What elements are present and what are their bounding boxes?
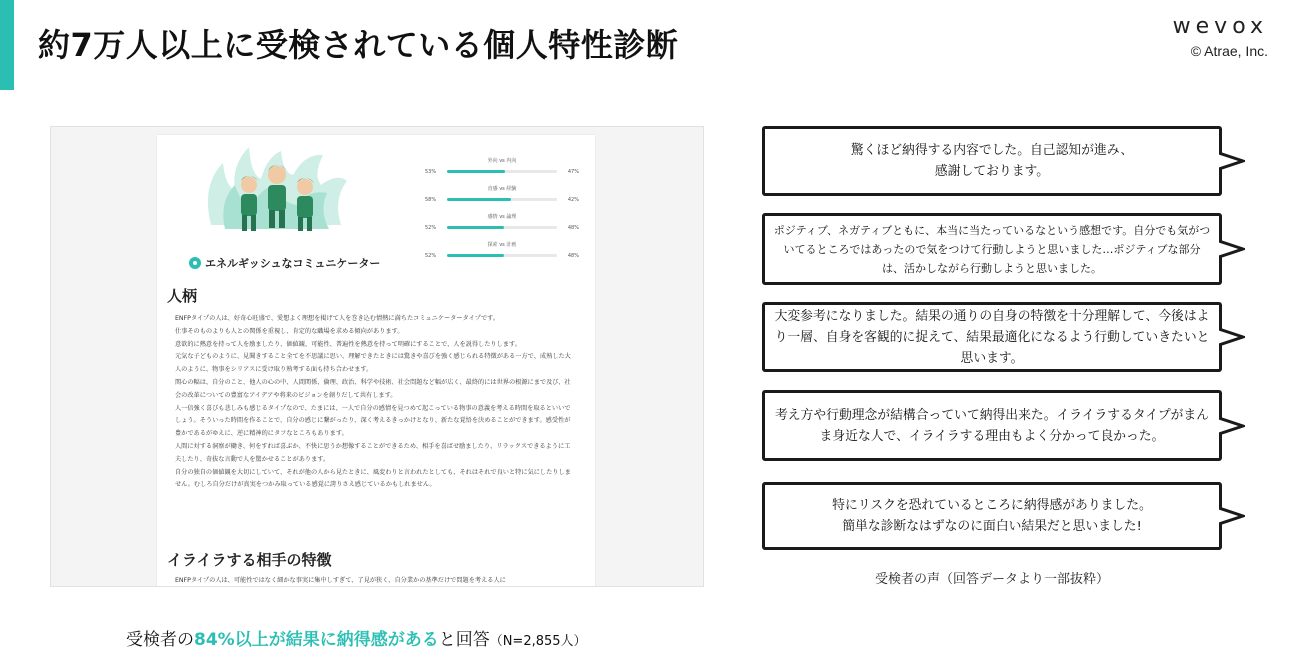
trait-metric-label: 感情 vs 論理	[487, 214, 517, 220]
speech-tail-icon	[1219, 238, 1245, 260]
speech-tail-icon	[1219, 150, 1245, 172]
summary-prefix: 受検者の	[126, 630, 194, 650]
sample-size-note: （N=2,855人）	[489, 634, 587, 649]
trait-metric-label: 外向 vs 内向	[487, 158, 517, 164]
page-title: 約7万人以上に受検されている個人特性診断	[38, 26, 679, 64]
trait-metric-left-value: 52%	[425, 225, 437, 231]
trait-metric-row	[425, 241, 579, 269]
speech-tail-icon	[1219, 326, 1245, 348]
summary-highlight: 84%以上が結果に納得感がある	[194, 630, 439, 650]
trait-metric-left-value: 58%	[425, 197, 437, 203]
brand-copyright: © Atrae, Inc.	[1190, 43, 1268, 59]
trait-metric-right-value: 42%	[567, 197, 579, 203]
testimonial-text: 驚くほど納得する内容でした。自己認知が進み、 感謝しております。	[850, 143, 1134, 179]
trait-metric-left-value: 52%	[425, 253, 437, 259]
personality-body-text	[175, 313, 575, 492]
trait-metric-track	[447, 254, 557, 257]
trait-metric-track	[447, 198, 557, 201]
trait-metric-track	[447, 226, 557, 229]
testimonial-bubble	[762, 213, 1222, 285]
trait-metric-right-value: 48%	[567, 225, 579, 231]
personality-paragraph: 意欲的に熱意を持って人を励ましたり、価値観、可能性、普遍性を熱意を持って明確にすることで、人を説得したりします。	[175, 340, 521, 348]
trait-metric-left-value: 53%	[425, 169, 437, 175]
personality-paragraph: ENFPタイプの人は、好奇心旺盛で、愛想よく理想を掲げて人を巻き込む情熱に満ちたコミュニケータータイプです。	[175, 315, 500, 322]
trait-metric-label: 探索 vs 計画	[487, 242, 517, 248]
trait-metric-right-value: 48%	[567, 253, 579, 259]
testimonial-bubble	[762, 390, 1222, 461]
testimonial-text: 大変参考になりました。結果の通りの自身の特徴を十分理解して、今後はより一層、自身を客観的に捉えて、結果最適化になるよう行動していきたいと思います。	[774, 308, 1210, 366]
trait-metric-track	[447, 170, 557, 173]
trait-metric-fill	[447, 254, 504, 257]
testimonial-bubble	[762, 482, 1222, 550]
trait-metric-right-value: 47%	[567, 169, 579, 175]
personality-paragraph: 人一倍強く喜びも悲しみも感じるタイプなので、たまには、一人で自分の感情を見つめて起こっている物事の意義を考える時間を取るといいでしょう。そういった時間を作ることで、自分の感じに繋がったり、深く考えるきっかけとなり、新たな覚悟を決めることができます。感受性が豊かであるがゆえに、逆に精神的にタフなところもあります。	[175, 404, 571, 438]
speech-tail-icon	[1219, 415, 1245, 437]
testimonial-text: 特にリスクを恐れているところに納得感がありました。 簡単な診断なはずなのに面白い結果だと思いました!	[832, 498, 1152, 534]
brand	[1173, 14, 1268, 59]
character-illustration	[201, 145, 351, 243]
testimonial-bubble	[762, 126, 1222, 196]
type-dot-icon	[189, 257, 201, 269]
voice-caption: 受検者の声（回答データより一部抜粋）	[874, 572, 1109, 587]
irritation-body-text	[175, 575, 575, 587]
trait-metric-fill	[447, 226, 504, 229]
personality-paragraph: 自分の独自の価値観を大切にしていて、それが他の人から見たときに、風変わりと言われたとしても、それはそれで良いと特に気にしたりしません。むしろ自分だけが真実をつかみ取っている感覚に誇りさえ感じているかもしれません。	[175, 468, 571, 489]
section-heading-irritation: イライラする相手の特徴	[167, 551, 332, 569]
personality-paragraph: 元気な子どものように、見聞きすること全てを不思議に思い、理解できたときには驚きや喜びを強く感じられる特徴がある一方で、成熟した大人のように、物事をシリアスに受け取り熟考する面も持ち合わせます。	[175, 353, 571, 374]
speech-tail-icon	[1219, 505, 1245, 527]
trait-metric-row	[425, 213, 579, 241]
section-heading-personality: 人柄	[167, 287, 198, 305]
report-document	[157, 135, 595, 587]
trait-metrics	[425, 157, 579, 269]
report-screenshot	[50, 126, 704, 587]
trait-metric-row	[425, 157, 579, 185]
personality-paragraph: 人間に対する洞察が働き、何をすれば喜ぶか、不快に思うか想像することができるため、相手を喜ばせ励ましたり、リラックスできるように工夫したり、奇抜な言動で人を驚かせることがあります。	[175, 442, 571, 463]
trait-metric-fill	[447, 170, 505, 173]
testimonial-text: 考え方や行動理念が結構合っていて納得出来た。イライラするタイプがまんま身近な人で、イライラする理由もよく分かって良かった。	[774, 407, 1210, 444]
irritation-paragraph: ENFPタイプの人は、可能性ではなく細かな事実に集中しすぎて、了見が狭く、自分業かの基準だけで問題を考える人に	[175, 577, 506, 584]
personality-paragraph: 仕事そのものよりも人との関係を重視し、肯定的な職場を求める傾向があります。	[175, 327, 404, 335]
personality-type-name: エネルギッシュなコミュニケーター	[205, 257, 381, 270]
testimonial-text: ポジティブ、ネガティブともに、本当に当たっているなという感想です。自分でも気がついてるところではあったので気をつけて行動しようと思いました…ポジティブな部分は、活かしながら行動しようと思いました。	[773, 223, 1211, 275]
testimonial-bubble	[762, 302, 1222, 372]
summary-suffix: と回答	[438, 630, 490, 650]
personality-type-badge	[189, 255, 380, 271]
brand-logo: wevox	[1172, 14, 1268, 39]
personality-paragraph: 関心の幅は、自分のこと、他人の心の中、人間関係、倫理、政治、科学や技術、社会問題など幅が広く、最終的には世界の根源にまで及び、社会の改革についての豊富なアイデアや将来のビジョンを創りだして共有します。	[175, 378, 571, 399]
trait-metric-fill	[447, 198, 511, 201]
trait-metric-row	[425, 185, 579, 213]
summary-caption	[126, 625, 587, 650]
trait-metric-label: 直感 vs 経験	[487, 186, 517, 192]
accent-bar	[0, 0, 14, 90]
